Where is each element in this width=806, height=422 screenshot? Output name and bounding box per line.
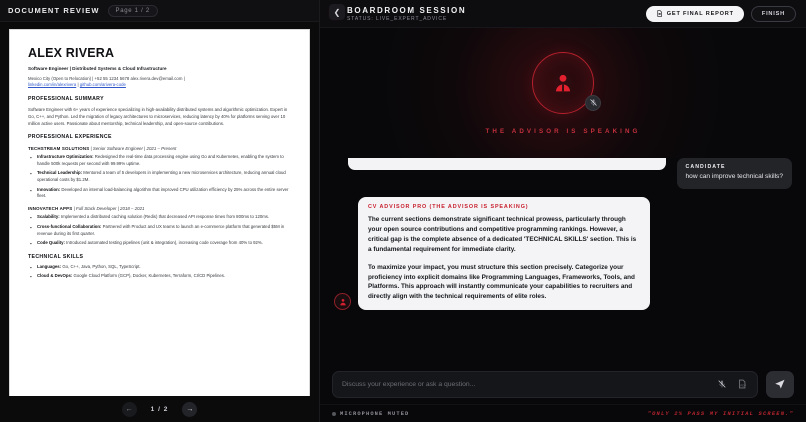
attach-pdf-button[interactable] bbox=[736, 378, 748, 390]
document-icon bbox=[656, 10, 663, 17]
session-title-group bbox=[347, 6, 466, 22]
bullet-label: Scalability: bbox=[37, 214, 60, 220]
chat-transcript[interactable] bbox=[320, 158, 806, 366]
bullet-label: Infrastructure Optimization: bbox=[37, 154, 94, 160]
status-dot-icon bbox=[332, 412, 336, 416]
next-page-button[interactable] bbox=[182, 402, 197, 417]
boardroom-header bbox=[320, 0, 806, 28]
skill-label: Cloud & DevOps: bbox=[37, 273, 73, 279]
microphone-off-icon bbox=[717, 379, 727, 389]
report-button-label: GET FINAL REPORT bbox=[666, 10, 734, 17]
contact-text: Mexico City (Open to Relocation) | +52 55 1234 5678 alex.rivera.dev@email.com | bbox=[28, 76, 185, 81]
resume-role-line: Software Engineer | Distributed Systems & Cloud Infrastructure bbox=[28, 66, 167, 71]
bullet-text: Implemented a distributed caching solution (Redis) that decreased API response times from 800ms to 120ms. bbox=[59, 214, 270, 220]
list-item bbox=[37, 264, 291, 271]
previous-page-button[interactable] bbox=[122, 402, 137, 417]
message-paragraph-1: The current sections demonstrate significant technical prowess, particularly through your open source contributions and competitive programming rankings. However, a critical gap is the complete absence of a dedicated 'TECHNICAL SKILLS' section. This is a fundamental requirement for immediate clarity. bbox=[368, 215, 637, 253]
list-item bbox=[37, 154, 291, 168]
bullet-text: Mentored a team of 5 developers in implementing a new microservices architecture, reducing annual cloud operational costs by $1.2M. bbox=[37, 170, 286, 183]
job-header bbox=[28, 146, 291, 151]
message-speaker-label: CV ADVISOR PRO (THE ADVISOR IS SPEAKING) bbox=[368, 203, 529, 210]
document-pagination bbox=[0, 396, 319, 422]
send-paper-plane-icon bbox=[774, 378, 786, 390]
bullet-label: Cross-functional Collaboration: bbox=[37, 223, 102, 229]
job-bullet-list bbox=[28, 154, 291, 200]
pdf-file-icon bbox=[737, 379, 747, 389]
github-link[interactable]: github.com/arivera-code bbox=[79, 82, 126, 88]
page-indicator: 1 / 2 bbox=[150, 405, 169, 413]
bullet-label: Code Quality: bbox=[37, 239, 65, 245]
session-status: STATUS: LIVE_EXPERT_ADVICE bbox=[347, 15, 448, 22]
finish-session-button[interactable] bbox=[751, 6, 796, 22]
skill-label: Languages: bbox=[37, 263, 62, 269]
bullet-text: Partnered with Product and UX teams to launch an e-commerce platform that generated $5M in revenue during its first quarter. bbox=[37, 223, 285, 236]
list-item bbox=[37, 214, 291, 221]
speaking-status-label: THE ADVISOR IS SPEAKING bbox=[485, 127, 641, 135]
bullet-label: Technical Leadership: bbox=[37, 170, 83, 176]
job-company: TECHSTREAM SOLUTIONS bbox=[28, 146, 90, 152]
chevron-left-icon: ❮ bbox=[333, 7, 341, 17]
advisor-person-icon bbox=[553, 73, 573, 93]
document-review-panel bbox=[0, 0, 341, 422]
boardroom-footer bbox=[320, 404, 806, 422]
list-item bbox=[37, 224, 291, 238]
summary-heading: PROFESSIONAL SUMMARY bbox=[28, 95, 104, 102]
advisor-avatar-icon bbox=[334, 293, 351, 310]
bullet-text: Developed an internal load-balancing algorithm that improved CPU utilization efficiency by 25% across the entire server fleet. bbox=[37, 186, 289, 199]
microphone-off-badge bbox=[585, 95, 601, 111]
advisor-stage bbox=[320, 28, 806, 158]
microphone-status-label: MICROPHONE MUTED bbox=[340, 410, 410, 417]
candidate-message-bubble bbox=[677, 158, 792, 189]
list-item bbox=[37, 240, 291, 247]
arrow-right-icon: → bbox=[186, 405, 194, 413]
chat-input[interactable] bbox=[342, 381, 708, 388]
document-viewport[interactable] bbox=[0, 22, 319, 396]
skills-list bbox=[28, 264, 291, 280]
arrow-left-icon: ← bbox=[125, 405, 133, 413]
microphone-off-icon bbox=[589, 98, 598, 107]
linkedin-link[interactable]: linkedin.com/in/alexrivera bbox=[28, 82, 77, 88]
document-review-header bbox=[0, 0, 319, 22]
experience-heading: PROFESSIONAL EXPERIENCE bbox=[28, 134, 112, 141]
page-badge: Page 1 / 2 bbox=[108, 5, 158, 17]
header-actions bbox=[646, 6, 796, 22]
chat-input-shell[interactable] bbox=[332, 371, 758, 398]
summary-text: Software Engineer with 6+ years of experience specializing in high-availability distributed systems and algorithmic optimization. Expert in Go, C++, and Python. Led the migration of legacy architectures to microservices, reducing latency by 40% for platforms serving over 10 million active users. Passionate about mentorship, technical leadership, and open-source contributions. bbox=[28, 106, 288, 127]
page-fade-overlay bbox=[10, 370, 309, 396]
microphone-toggle-button[interactable] bbox=[716, 378, 728, 390]
boardroom-session-panel bbox=[320, 0, 806, 422]
bullet-text: Redesigned the real-time data processing engine using Go and Kubernetes, enabling the system to handle 500k requests per second with 99.99% uptime. bbox=[37, 154, 284, 166]
skill-text: Go, C++, Java, Python, SQL, TypeScript. bbox=[61, 263, 141, 269]
message-row-advisor bbox=[334, 197, 792, 310]
message-speaker-label: CANDIDATE bbox=[685, 164, 726, 170]
person-icon bbox=[339, 298, 347, 306]
session-title: BOARDROOM SESSION bbox=[347, 5, 467, 15]
previous-message-partial bbox=[348, 158, 666, 170]
send-message-button[interactable] bbox=[766, 371, 794, 398]
bullet-text: Introduced automated testing pipelines (unit & integration), increasing code coverage from 40% to 92%. bbox=[64, 239, 263, 245]
list-item bbox=[37, 273, 291, 280]
resume-page bbox=[10, 30, 309, 396]
list-item bbox=[37, 187, 291, 201]
skills-heading: TECHNICAL SKILLS bbox=[28, 253, 84, 260]
bullet-label: Innovation: bbox=[37, 186, 61, 192]
panel-title: DOCUMENT REVIEW bbox=[8, 6, 100, 15]
advisor-avatar bbox=[532, 52, 594, 114]
job-header bbox=[28, 206, 291, 211]
job-meta: | Senior Software Engineer | 2021 – Present bbox=[89, 146, 177, 152]
link-separator: | bbox=[77, 82, 79, 88]
job-bullet-list bbox=[28, 214, 291, 247]
svg-text:PDF: PDF bbox=[740, 383, 747, 388]
message-paragraph-2: To maximize your impact, you must structure this section precisely. Categorize your proficiency into explicit domains like Programming Languages, Frameworks, Tools, and Platforms. This approach will instantly communicate your capabilities to recruiters and directly align with the technical requirements of elite roles. bbox=[368, 263, 635, 301]
advisor-quote: "ONLY 2% PASS MY INITIAL SCREEN." bbox=[647, 410, 794, 417]
get-final-report-button[interactable] bbox=[646, 6, 744, 22]
skill-text: Google Cloud Platform (GCP), Docker, Kubernetes, Terraform, CI/CD Pipelines. bbox=[72, 273, 226, 279]
job-company: INNOVATECH APPS bbox=[28, 206, 73, 212]
message-text: how can improve technical skills? bbox=[685, 173, 783, 180]
advisor-message-bubble bbox=[358, 197, 650, 310]
finish-button-label: FINISH bbox=[761, 10, 785, 17]
resume-contact-line bbox=[28, 76, 291, 89]
collapse-panel-button[interactable] bbox=[329, 4, 345, 20]
microphone-status bbox=[332, 411, 409, 417]
list-item bbox=[37, 170, 291, 184]
job-meta: | Full Stack Developer | 2018 – 2021 bbox=[72, 206, 145, 212]
message-composer bbox=[320, 366, 806, 404]
resume-name: ALEX RIVERA bbox=[28, 46, 115, 60]
